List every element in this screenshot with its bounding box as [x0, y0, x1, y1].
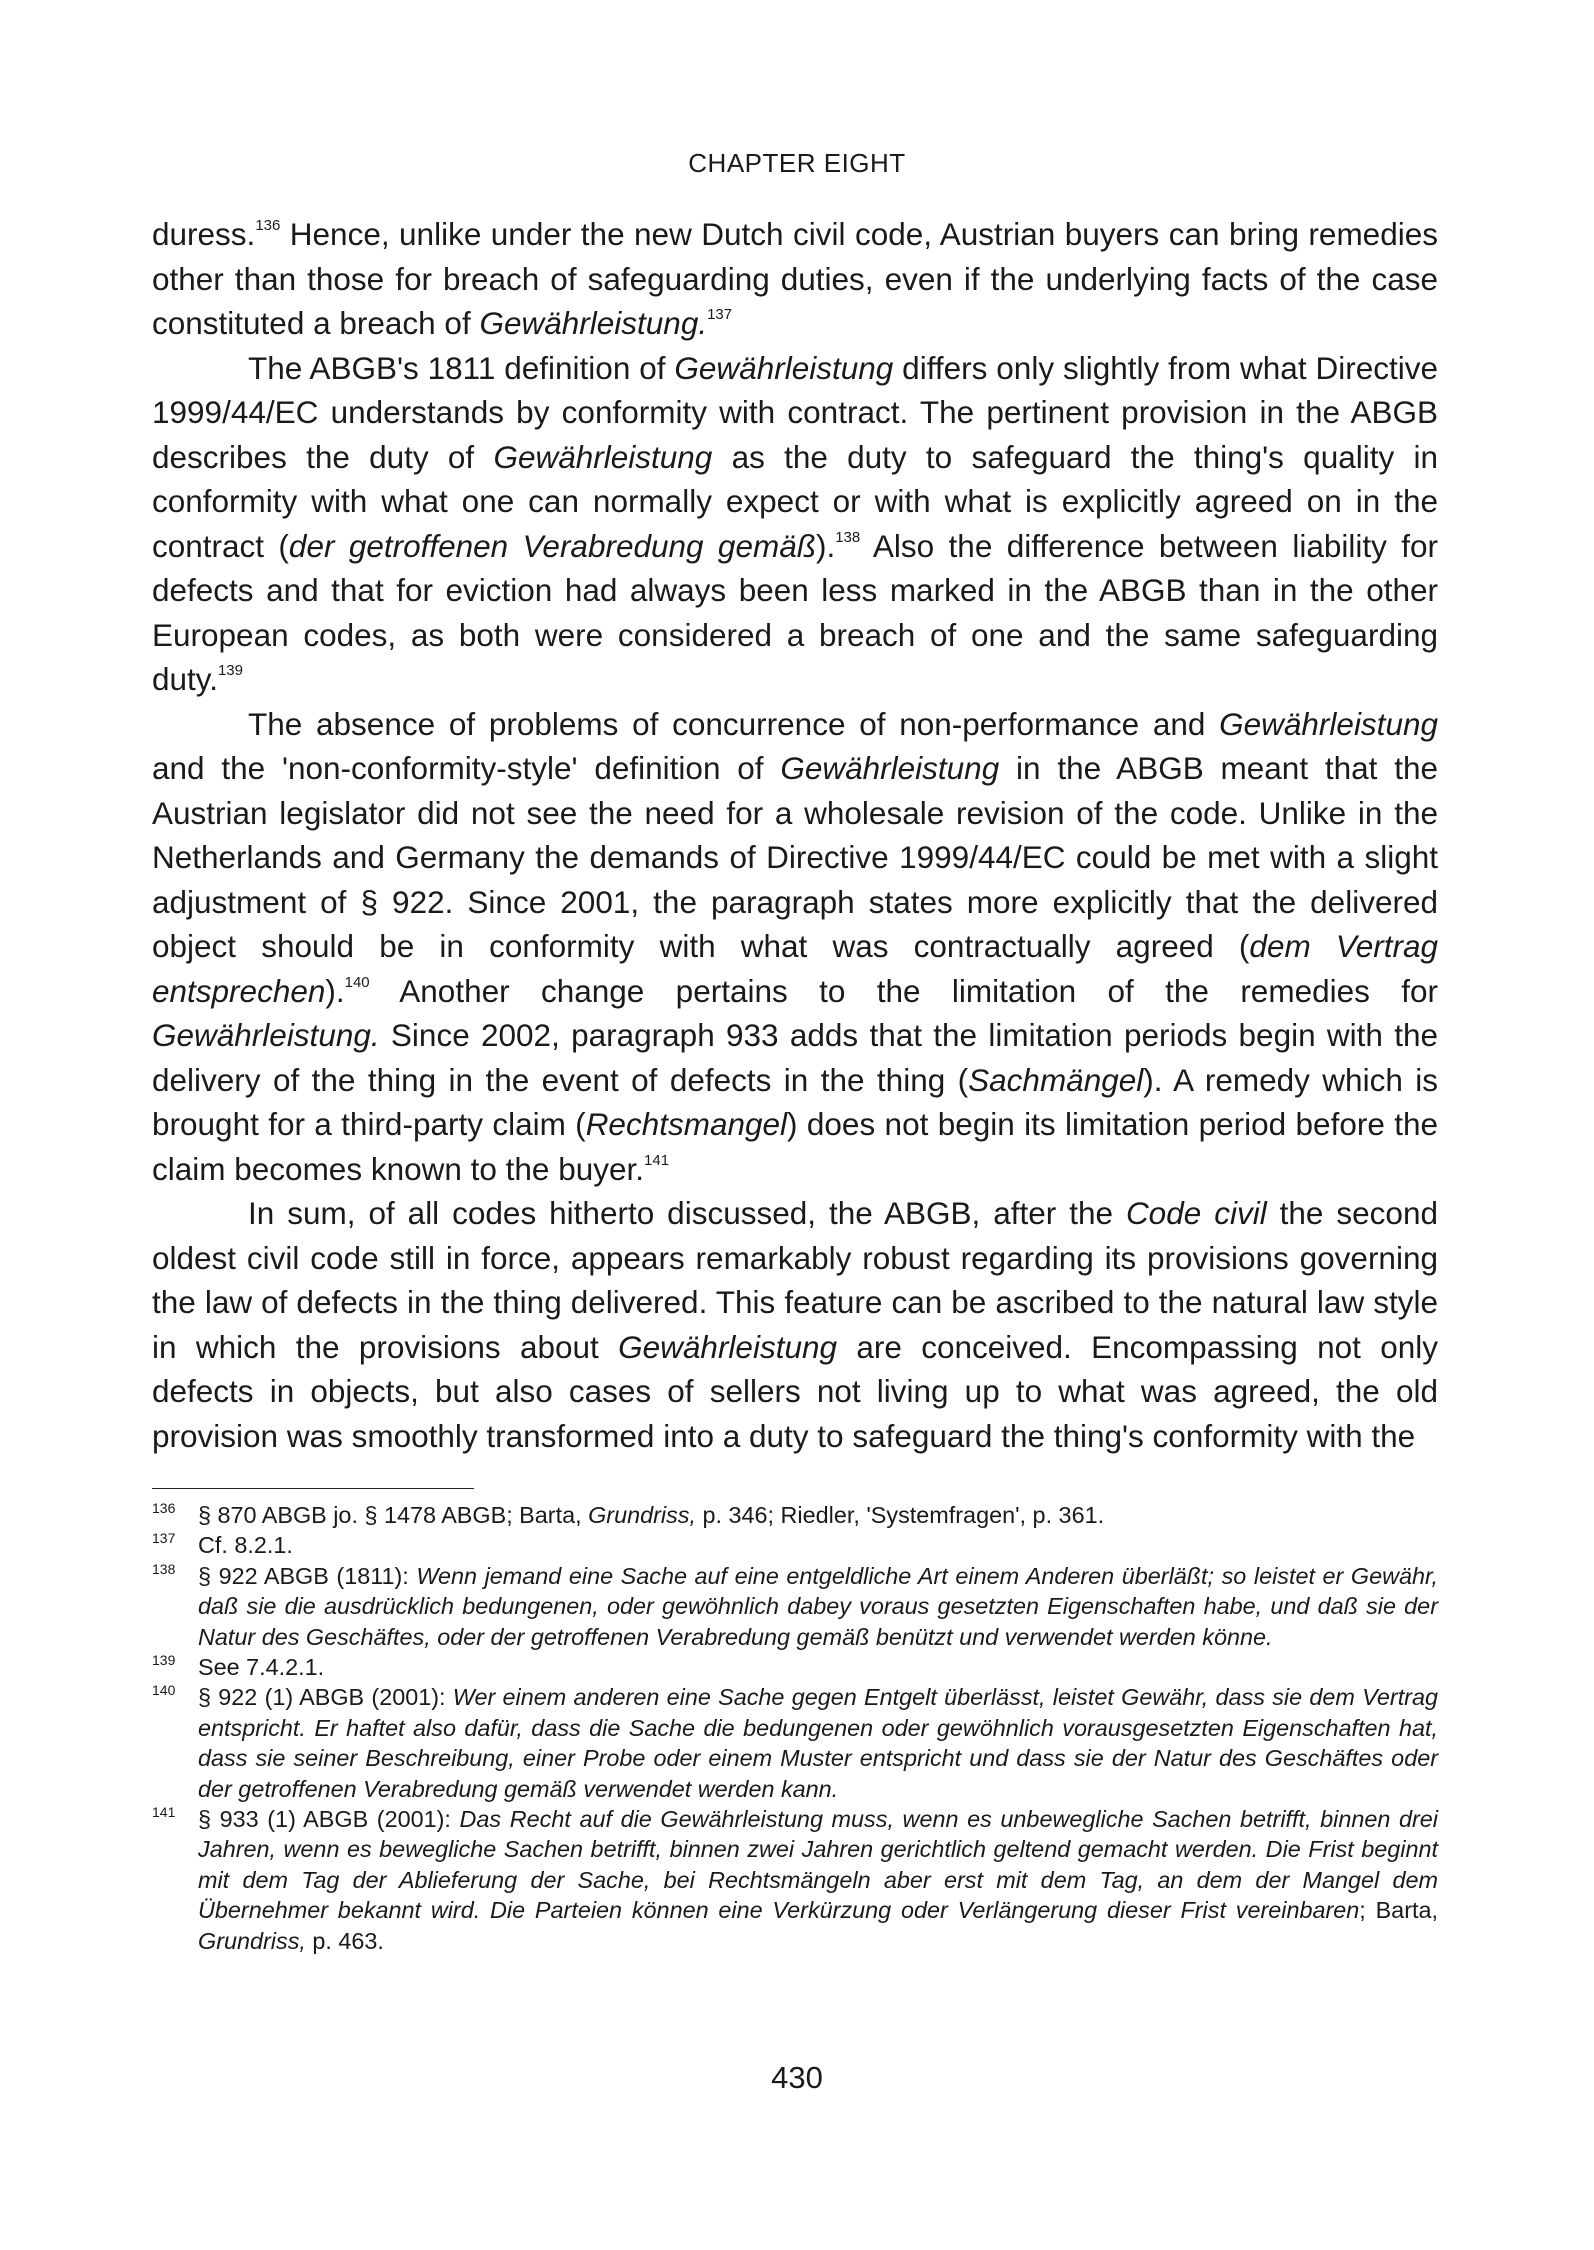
footnote-ref-141[interactable]: 141	[644, 1151, 670, 1169]
paragraph-3: The absence of problems of concurrence of non-performance and Gewährleistung and the 'non-conformity-style' definition of Gewährleistung in the ABGB meant that the Austrian legislator did not see the need for a wholesale revision of the code. Unlike in the Netherlands and Germany the demands of Directive 1999/44/EC could be met with a slight adjustment of § 922. Since 2001, the paragraph states more explicitly that the delivered object should be in conformity with what was contractually agreed (dem Vertrag entsprechen).$^{140}$ Another change pertains to the limitation of the remedies for Gewährleistung. Since 2002, paragraph 933 adds that the limitation periods begin with the delivery of the thing in the event of defects in the thing (Sachmängel). A remedy which is brought for a third-party claim (Rechtsmangel) does not begin its limitation period before the claim becomes known to the buyer.$^{141}$	[152, 705, 1438, 1187]
footnote-ref-138[interactable]: 138	[835, 528, 861, 546]
footnote-138: 138 § 922 ABGB (1811): Wenn jemand eine Sache auf eine entgeldliche Art einem Anderen überläßt; so leistet er Gewähr, daß sie die ausdrücklich bedungenen, oder gewöhnlich dabey voraus gesetzten Eigenschaften habe, und daß sie der Natur des Geschäftes, oder der getroffenen Verabredung gemäß benützt und verwendet werden könne.	[152, 1560, 1438, 1650]
page-number: 430	[771, 2060, 823, 2095]
footnote-ref-136[interactable]: 136	[255, 217, 281, 234]
footnote-ref-139[interactable]: 139	[217, 662, 243, 679]
footnote-number: 139	[152, 1652, 176, 1669]
footnote-number: 136	[152, 1500, 176, 1516]
body-text	[152, 212, 1438, 1458]
footnote-number: 138	[152, 1560, 176, 1577]
paragraph-1: duress.$^{136}$ Hence, unlike under the new Dutch civil code, Austrian buyers can bring remedies other than those for breach of safeguarding duties, even if the underlying facts of the case constituted a breach of Gewährleistung.$^{137}$	[152, 216, 1438, 341]
footnote-139: 139 See 7.4.2.1.	[152, 1652, 325, 1681]
footnote-separator	[152, 1488, 474, 1489]
footnote-137: 137 Cf. 8.2.1.	[152, 1530, 293, 1559]
paragraph-2: The ABGB's 1811 definition of Gewährleistung differs only slightly from what Directive 1999/44/EC understands by conformity with contract. The pertinent provision in the ABGB describes the duty of Gewährleistung as the duty to safeguard the thing's quality in conformity with what one can normally expect or with what is explicitly agreed on in the contract (der getroffenen Verabredung gemäß).$^{138}$ Also the difference between liability for defects and that for eviction had always been less marked in the ABGB than in the other European codes, as both were considered a breach of one and the same safeguarding duty.$^{139}$	[152, 349, 1439, 697]
footnote-141: 141 § 933 (1) ABGB (2001): Das Recht auf die Gewährleistung muss, wenn es unbewegliche Sachen betrifft, binnen drei Jahren, wenn es bewegliche Sachen betrifft, binnen zwei Jahren gerichtlich geltend gemacht werden. Die Frist beginnt mit dem Tag der Ablieferung der Sache, bei Rechtsmängeln aber erst mit dem Tag, an dem der Mangel dem Übernehmer bekannt wird. Die Parteien können eine Verkürzung oder Verlängerung dieser Frist vereinbaren; Barta, Grundriss, p. 463.	[152, 1804, 1438, 1954]
footnote-ref-137[interactable]: 137	[707, 306, 733, 323]
footnote-ref-140[interactable]: 140	[344, 973, 370, 991]
paragraph-4: In sum, of all codes hitherto discussed, the ABGB, after the Code civil the second oldest civil code still in force, appears remarkably robust regarding its provisions governing the law of defects in the thing delivered. This feature can be ascribed to the natural law style in which the provisions about Gewährleistung are conceived. Encompassing not only defects in objects, but also cases of sellers not living up to what was agreed, the old provision was smoothly transformed into a duty to safeguard the thing's conformity with the	[152, 1195, 1438, 1454]
footnote-140: 140 § 922 (1) ABGB (2001): Wer einem anderen eine Sache gegen Entgelt überlässt, leistet Gewähr, dass sie dem Vertrag entspricht. Er haftet also dafür, dass die Sache die bedungenen oder gewöhnlich vorausgesetzten Eigenschaften hat, dass sie seiner Beschreibung, einer Probe oder einem Muster entspricht und dass sie der Natur des Geschäftes oder der getroffenen Verabredung gemäß verwendet werden kann.	[152, 1682, 1438, 1802]
footnote-number: 137	[152, 1530, 176, 1547]
footnote-number: 141	[152, 1804, 176, 1821]
footnote-number: 140	[152, 1682, 176, 1699]
footnote-136: 136 § 870 ABGB jo. § 1478 ABGB; Barta, Grundriss, p. 346; Riedler, 'Systemfragen', p. 361.	[152, 1500, 1105, 1528]
footnotes	[152, 1500, 1438, 1956]
running-header: CHAPTER EIGHT	[688, 148, 906, 178]
